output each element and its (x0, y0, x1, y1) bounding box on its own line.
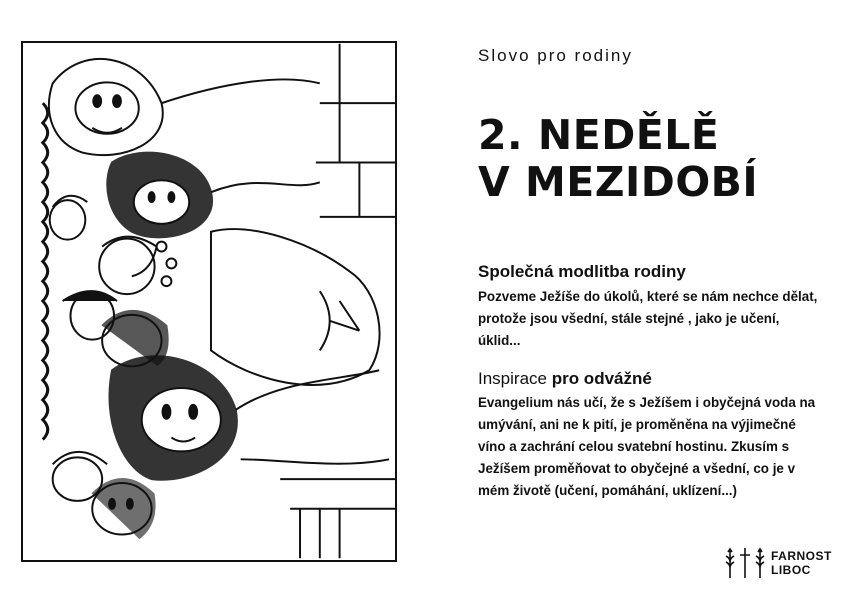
title-line-2: V MEZIDOBÍ (478, 158, 759, 206)
kicker-text: Slovo pro rodiny (478, 46, 633, 65)
logo-text (771, 549, 832, 577)
parish-logo (723, 546, 832, 580)
heading-bold-part: pro odvážné (551, 369, 652, 388)
logo-line-2: LIBOC (771, 563, 811, 577)
section-heading-inspiration (478, 369, 652, 389)
section-body-inspiration: Evangelium nás učí, že s Ježíšem i obyčejná voda na umývání, ani ne k pití, je proměněna na výjimečné víno a zachrání celou svatební hostinu. Zkusím s Ježíšem proměňovat to obyčejné a všední, co je v mém životě (učení, pomáhání, uklízení...) (478, 395, 816, 498)
wheat-cross-icon (723, 546, 767, 580)
section-heading-prayer: Společná modlitba rodiny (478, 262, 686, 281)
logo-line-1: FARNOST (771, 549, 832, 563)
section-body-prayer: Pozveme Ježíše do úkolů, které se nám nechce dělat, protože jsou všední, stále stejné , jako je učení, úklid... (478, 289, 818, 348)
title-line-1: 2. NEDĚLĚ (478, 111, 720, 159)
heading-regular-part: Inspirace (478, 369, 552, 388)
page-title (478, 112, 818, 206)
coloring-illustration (21, 41, 397, 562)
